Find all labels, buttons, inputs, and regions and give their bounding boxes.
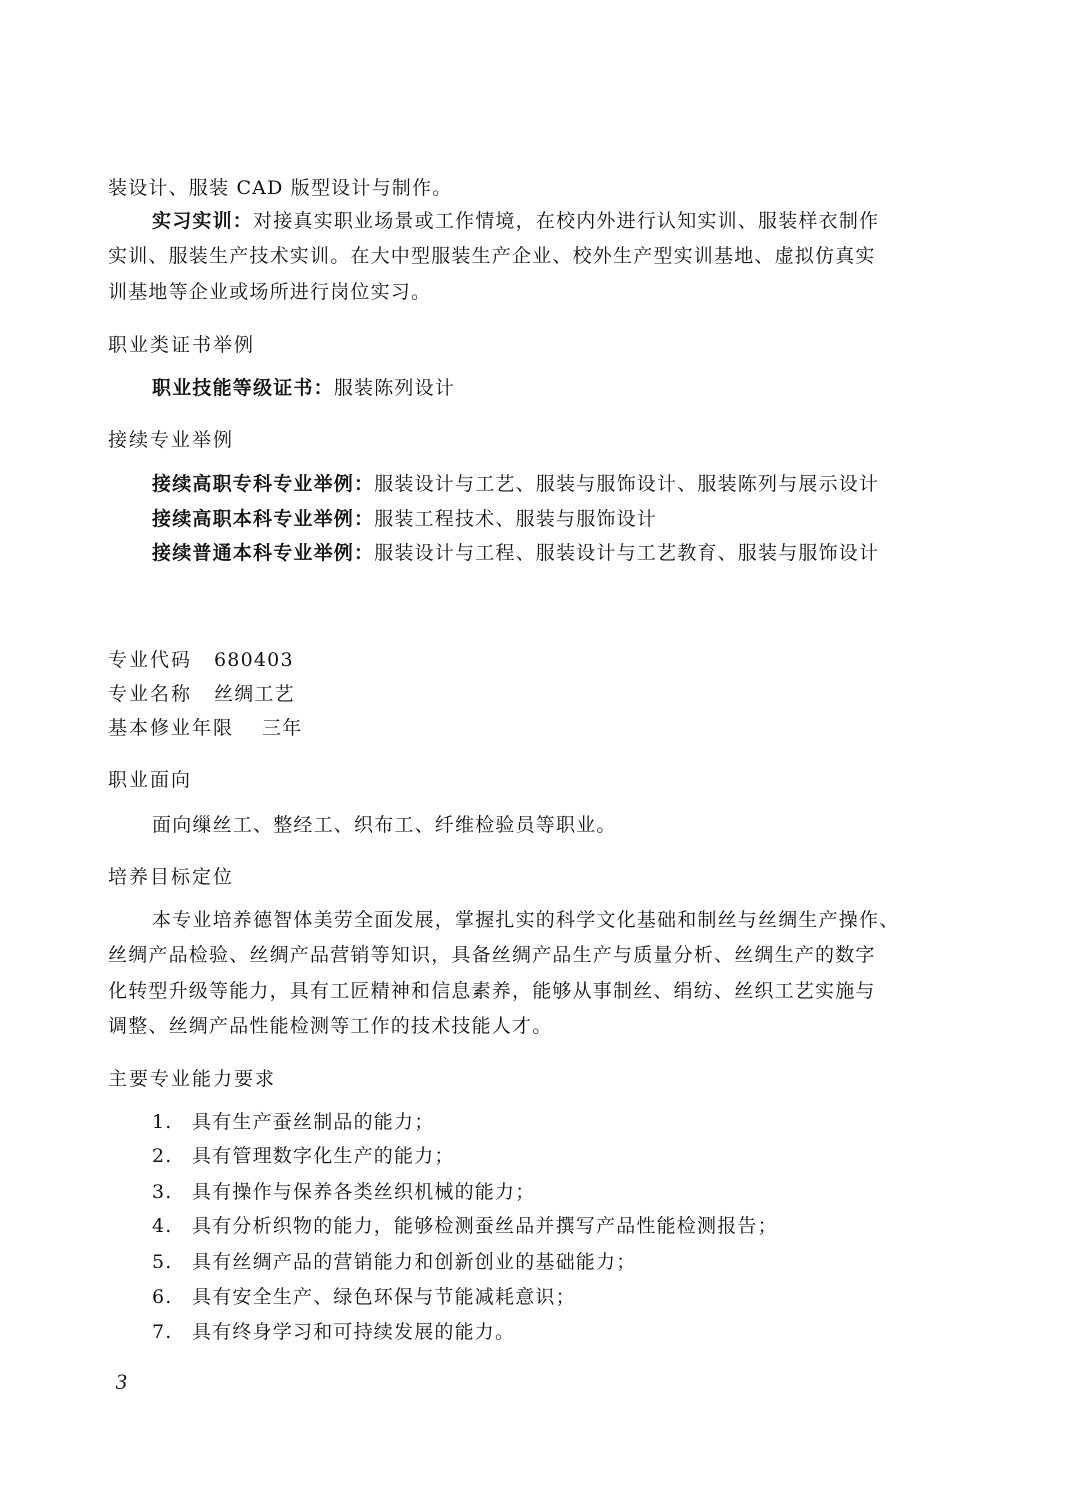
major-years-label: 基本修业年限 [108,717,235,739]
major-name-value: 丝绸工艺 [214,683,295,705]
ability-text: 具有生产蚕丝制品的能力； [192,1111,435,1133]
ability-item [152,1144,974,1168]
major-years-value: 三年 [262,717,303,739]
ability-number: 4. [152,1215,173,1237]
ability-heading: 主要专业能力要求 [108,1068,277,1090]
ability-number: 7. [152,1321,173,1343]
goal-line: 化转型升级等能力，具有工匠精神和信息素养，能够从事制丝、绢纺、丝织工艺实施与 [108,980,876,1002]
continuing-value: 服装设计与工程、服装设计与工艺教育、服装与服饰设计 [374,542,880,564]
ability-text: 具有终身学习和可持续发展的能力。 [192,1321,516,1343]
major-code-label: 专业代码 [108,649,193,671]
major-name-row [108,682,974,706]
orientation-heading: 职业面向 [108,769,193,791]
cert-item [152,376,974,400]
ability-item [152,1214,974,1238]
continuing-item [152,472,974,496]
continuing-label: 接续高职本科专业举例： [152,508,375,530]
page-number: 3 [116,1369,127,1394]
goal-line: 丝绸产品检验、丝绸产品营销等知识，具备丝绸产品生产与质量分析、丝绸生产的数字 [108,944,876,966]
practice-text-1: 对接真实职业场景或工作情境，在校内外进行认知实训、服装样衣制作 [253,210,880,232]
cert-label: 职业技能等级证书： [152,377,334,399]
continuing-label: 接续高职专科专业举例： [152,473,375,495]
continuing-item [152,507,974,531]
practice-text-2: 实训、服装生产技术实训。在大中型服装生产企业、校外生产型实训基地、虚拟仿真实 [108,245,876,267]
continuing-label: 接续普通本科专业举例： [152,542,375,564]
ability-item [152,1320,974,1344]
ability-number: 5. [152,1251,173,1273]
major-code-row [108,648,974,672]
major-code-value: 680403 [214,649,294,671]
continuing-value: 服装工程技术、服装与服饰设计 [374,508,658,530]
ability-text: 具有丝绸产品的营销能力和创新创业的基础能力； [192,1251,637,1273]
continuing-item [152,541,974,565]
cert-heading: 职业类证书举例 [108,334,256,356]
major-years-row [108,716,974,740]
cert-value: 服装陈列设计 [333,377,456,399]
ability-text: 具有安全生产、绿色环保与节能减耗意识； [192,1286,576,1308]
ability-text: 具有管理数字化生产的能力； [192,1145,455,1167]
ability-item [152,1250,974,1274]
ability-number: 6. [152,1286,173,1308]
ability-number: 2. [152,1145,173,1167]
practice-text-3: 训基地等企业或场所进行岗位实习。 [108,281,432,303]
ability-number: 3. [152,1181,173,1203]
ability-text: 具有分析织物的能力，能够检测蚕丝品并撰写产品性能检测报告； [192,1215,778,1237]
orientation-text: 面向缫丝工、整经工、织布工、纤维检验员等职业。 [152,814,617,836]
goal-heading: 培养目标定位 [108,866,235,888]
ability-item [152,1180,974,1204]
ability-item [152,1285,974,1309]
practice-paragraph-line-1 [152,209,974,233]
continuing-heading: 接续专业举例 [108,429,235,451]
ability-number: 1. [152,1111,173,1133]
goal-line: 本专业培养德智体美劳全面发展，掌握扎实的科学文化基础和制丝与丝绸生产操作、 [152,909,900,931]
ability-text: 具有操作与保养各类丝织机械的能力； [192,1181,536,1203]
practice-label: 实习实训： [152,210,254,232]
continued-text: 装设计、服装 CAD 版型设计与制作。 [108,177,453,199]
goal-line: 调整、丝绸产品性能检测等工作的技术技能人才。 [108,1015,553,1037]
continuing-value: 服装设计与工艺、服装与服饰设计、服装陈列与展示设计 [374,473,880,495]
ability-item [152,1110,974,1134]
major-name-label: 专业名称 [108,683,193,705]
